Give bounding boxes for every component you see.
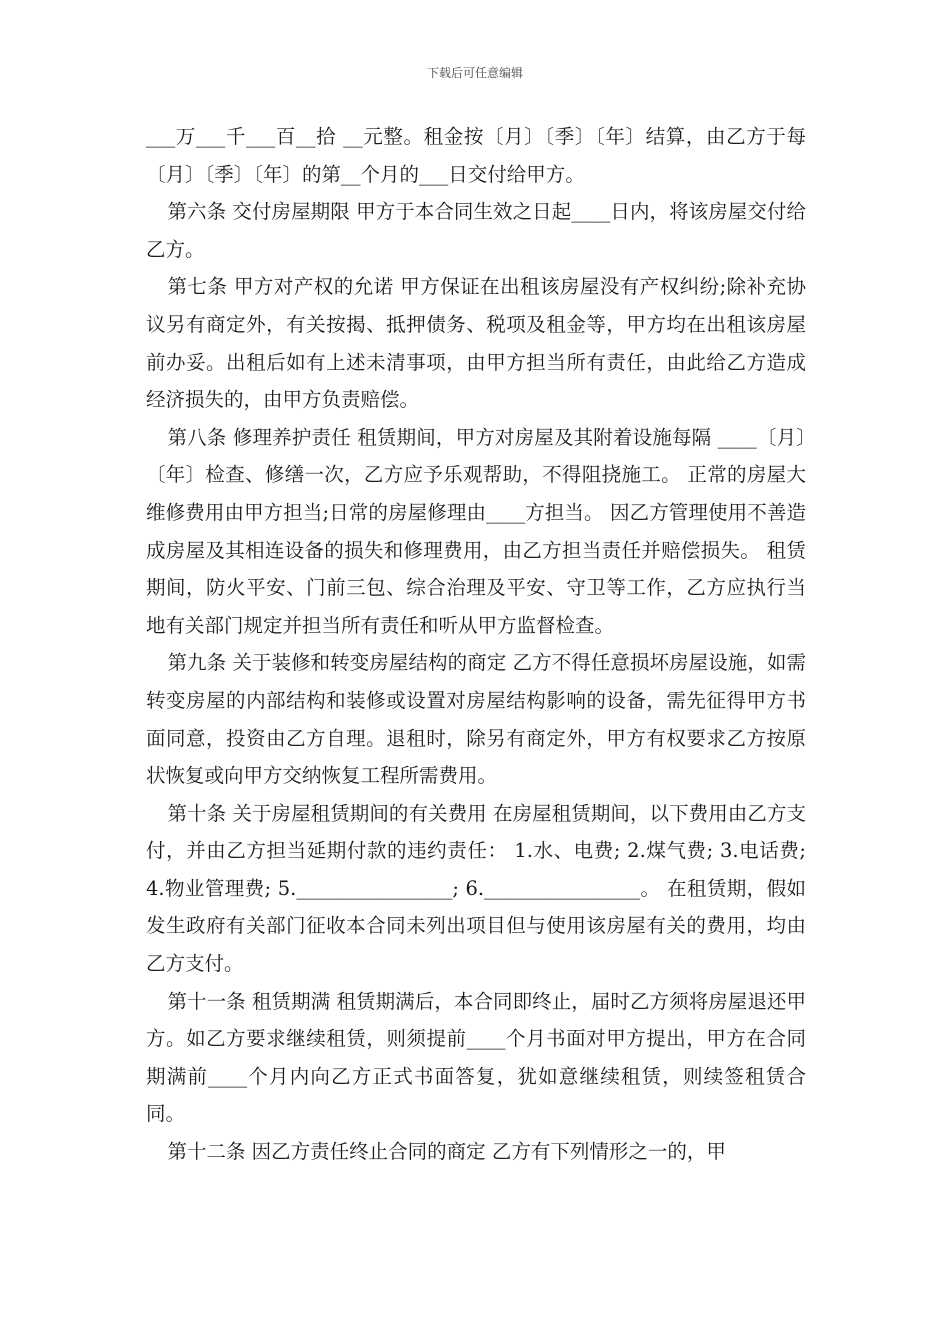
- document-body: [146, 118, 806, 1171]
- paragraph-article-10: 第十条 关于房屋租赁期间的有关费用 在房屋租赁期间，以下费用由乙方支付，并由乙方担当延期付款的违约责任： 1.水、电费; 2.煤气费; 3.电话费; 4.物业管理费; 5.________________; 6.________________。 在租赁期，假如发生政府有关部门征收本合同未列出项目但与使用该房屋有关的费用，均由乙方支付。: [146, 801, 806, 976]
- paragraph-article-7: 第七条 甲方对产权的允诺 甲方保证在出租该房屋没有产权纠纷;除补充协议另有商定外，有关按揭、抵押债务、税项及租金等，甲方均在出租该房屋前办妥。出租后如有上述未清事项，由甲方担当所有责任，由此给乙方造成经济损失的，由甲方负责赔偿。: [146, 275, 806, 412]
- paragraph-article-12: 第十二条 因乙方责任终止合同的商定 乙方有下列情形之一的，甲: [167, 1140, 726, 1164]
- paragraph-article-11: 第十一条 租赁期满 租赁期满后，本合同即终止，届时乙方须将房屋退还甲方。如乙方要求继续租赁，则须提前____个月书面对甲方提出，甲方在合同期满前____个月内向乙方正式书面答复，犹如意继续租赁，则续签租赁合同。: [146, 989, 806, 1126]
- paragraph-rent-amount: ___万___千___百__拾 __元整。租金按〔月〕〔季〕〔年〕结算，由乙方于每〔月〕〔季〕〔年〕的第__个月的___日交付给甲方。: [146, 125, 806, 186]
- paragraph-article-9: 第九条 关于装修和转变房屋结构的商定 乙方不得任意损坏房屋设施，如需转变房屋的内部结构和装修或设置对房屋结构影响的设备，需先征得甲方书面同意，投资由乙方自理。退租时，除另有商定外，甲方有权要求乙方按原状恢复或向甲方交纳恢复工程所需费用。: [146, 651, 806, 788]
- paragraph-article-6: 第六条 交付房屋期限 甲方于本合同生效之日起____日内，将该房屋交付给乙方。: [146, 200, 806, 261]
- paragraph-article-8: 第八条 修理养护责任 租赁期间，甲方对房屋及其附着设施每隔 ____〔月〕〔年〕检查、修缮一次，乙方应予乐观帮助，不得阻挠施工。 正常的房屋大维修费用由甲方担当;日常的房屋修理由____方担当。 因乙方管理使用不善造成房屋及其相连设备的损失和修理费用，由乙方担当责任并赔偿损失。 租赁期间，防火平安、门前三包、综合治理及平安、守卫等工作，乙方应执行当地有关部门规定并担当所有责任和听从甲方监督检查。: [146, 425, 806, 637]
- page-header: 下载后可任意编辑: [426, 66, 523, 80]
